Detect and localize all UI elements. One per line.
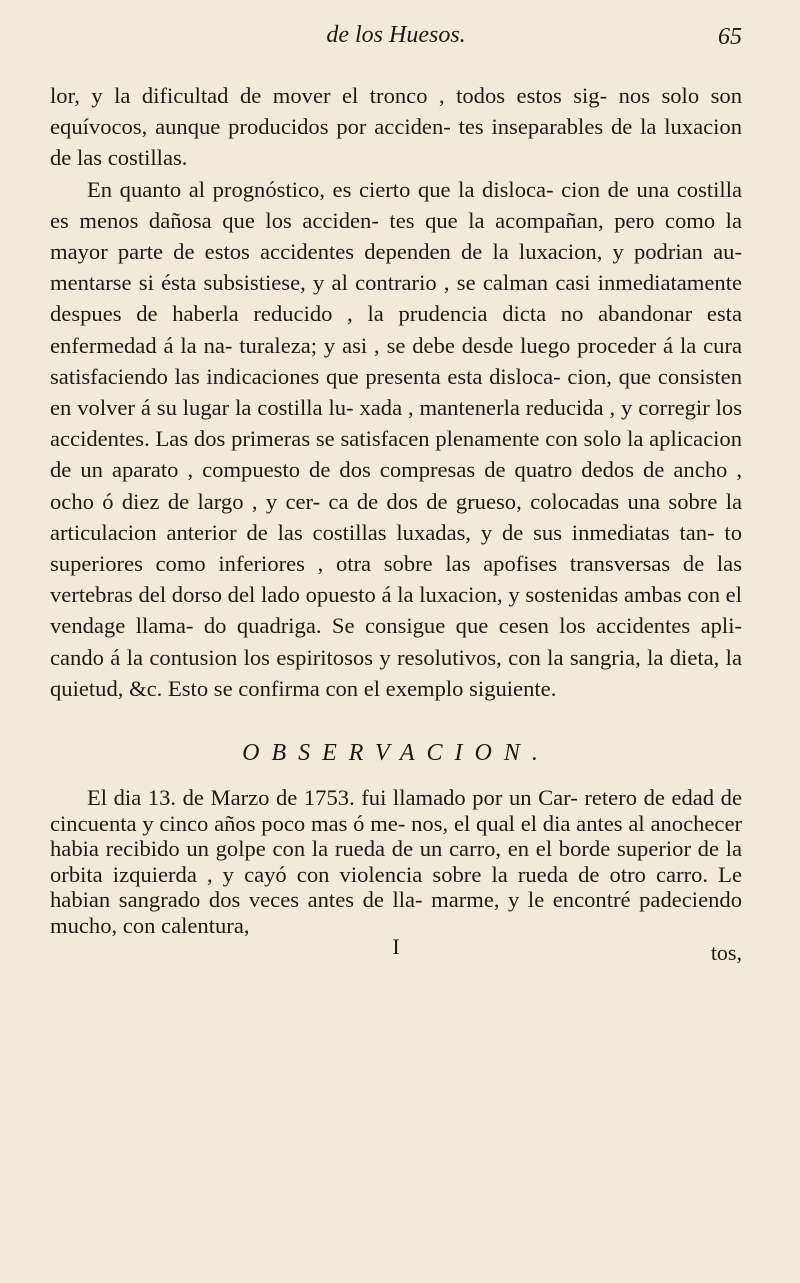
main-text [50, 80, 742, 704]
page-footer [50, 934, 742, 966]
observation-text [50, 785, 742, 938]
catchword: tos, [710, 940, 742, 966]
page-number: 65 [718, 24, 742, 50]
running-title: de los Huesos. [326, 22, 466, 48]
observation-paragraph: El dia 13. de Marzo de 1753. fui llamado por un Car- retero de edad de cincuenta y cinco años poco mas ó me- nos, el qual el dia antes al anochecer habia recibido un golpe con la rueda de un carro, en el borde superior de la orbita izquierda , y cayó con violencia sobre la rueda de otro carro. Le habian sangrado dos veces antes de lla- marme, y le encontré padeciendo mucho, con calentura, [50, 785, 742, 938]
signature-mark: I [392, 934, 400, 960]
page-header [50, 22, 742, 62]
paragraph-continuation: lor, y la dificultad de mover el tronco , todos estos sig- nos solo son equívocos, aunque producidos por acciden- tes inseparables de la luxacion de las costillas. [50, 83, 742, 171]
paragraph-prognosis: En quanto al prognóstico, es cierto que la disloca- cion de una costilla es menos dañosa que los acciden- tes que la acompañan, pero como la mayor parte de estos accidentes dependen de la luxacion, y podrian au- mentarse si ésta subsistiese, y al contrario , se calman casi inmediatamente despues de haberla reducido , la prudencia dicta no abandonar esta enfermedad á la na- turaleza; y asi , se debe desde luego proceder á la cura satisfaciendo las indicaciones que presenta esta disloca- cion, que consisten en volver á su lugar la costilla lu- xada , mantenerla reducida , y corregir los accidentes. Las dos primeras se satisfacen plenamente con solo la aplicacion de un aparato , compuesto de dos compresas de quatro dedos de ancho , ocho ó diez de largo , y cer- ca de dos de grueso, colocadas una sobre la articulacion anterior de las costillas luxadas, y de sus inmediatas tan- to superiores como inferiores , otra sobre las apofises transversas de las vertebras del dorso del lado opuesto á la luxacion, y sostenidas ambas con el vendage llama- do quadriga. Se consigue que cesen los accidentes apli- cando á la contusion los espiritosos y resolutivos, con la sangria, la dieta, la quietud, &c. Esto se confirma con el exemplo siguiente. [50, 176, 742, 701]
section-heading: OBSERVACION. [242, 740, 550, 767]
